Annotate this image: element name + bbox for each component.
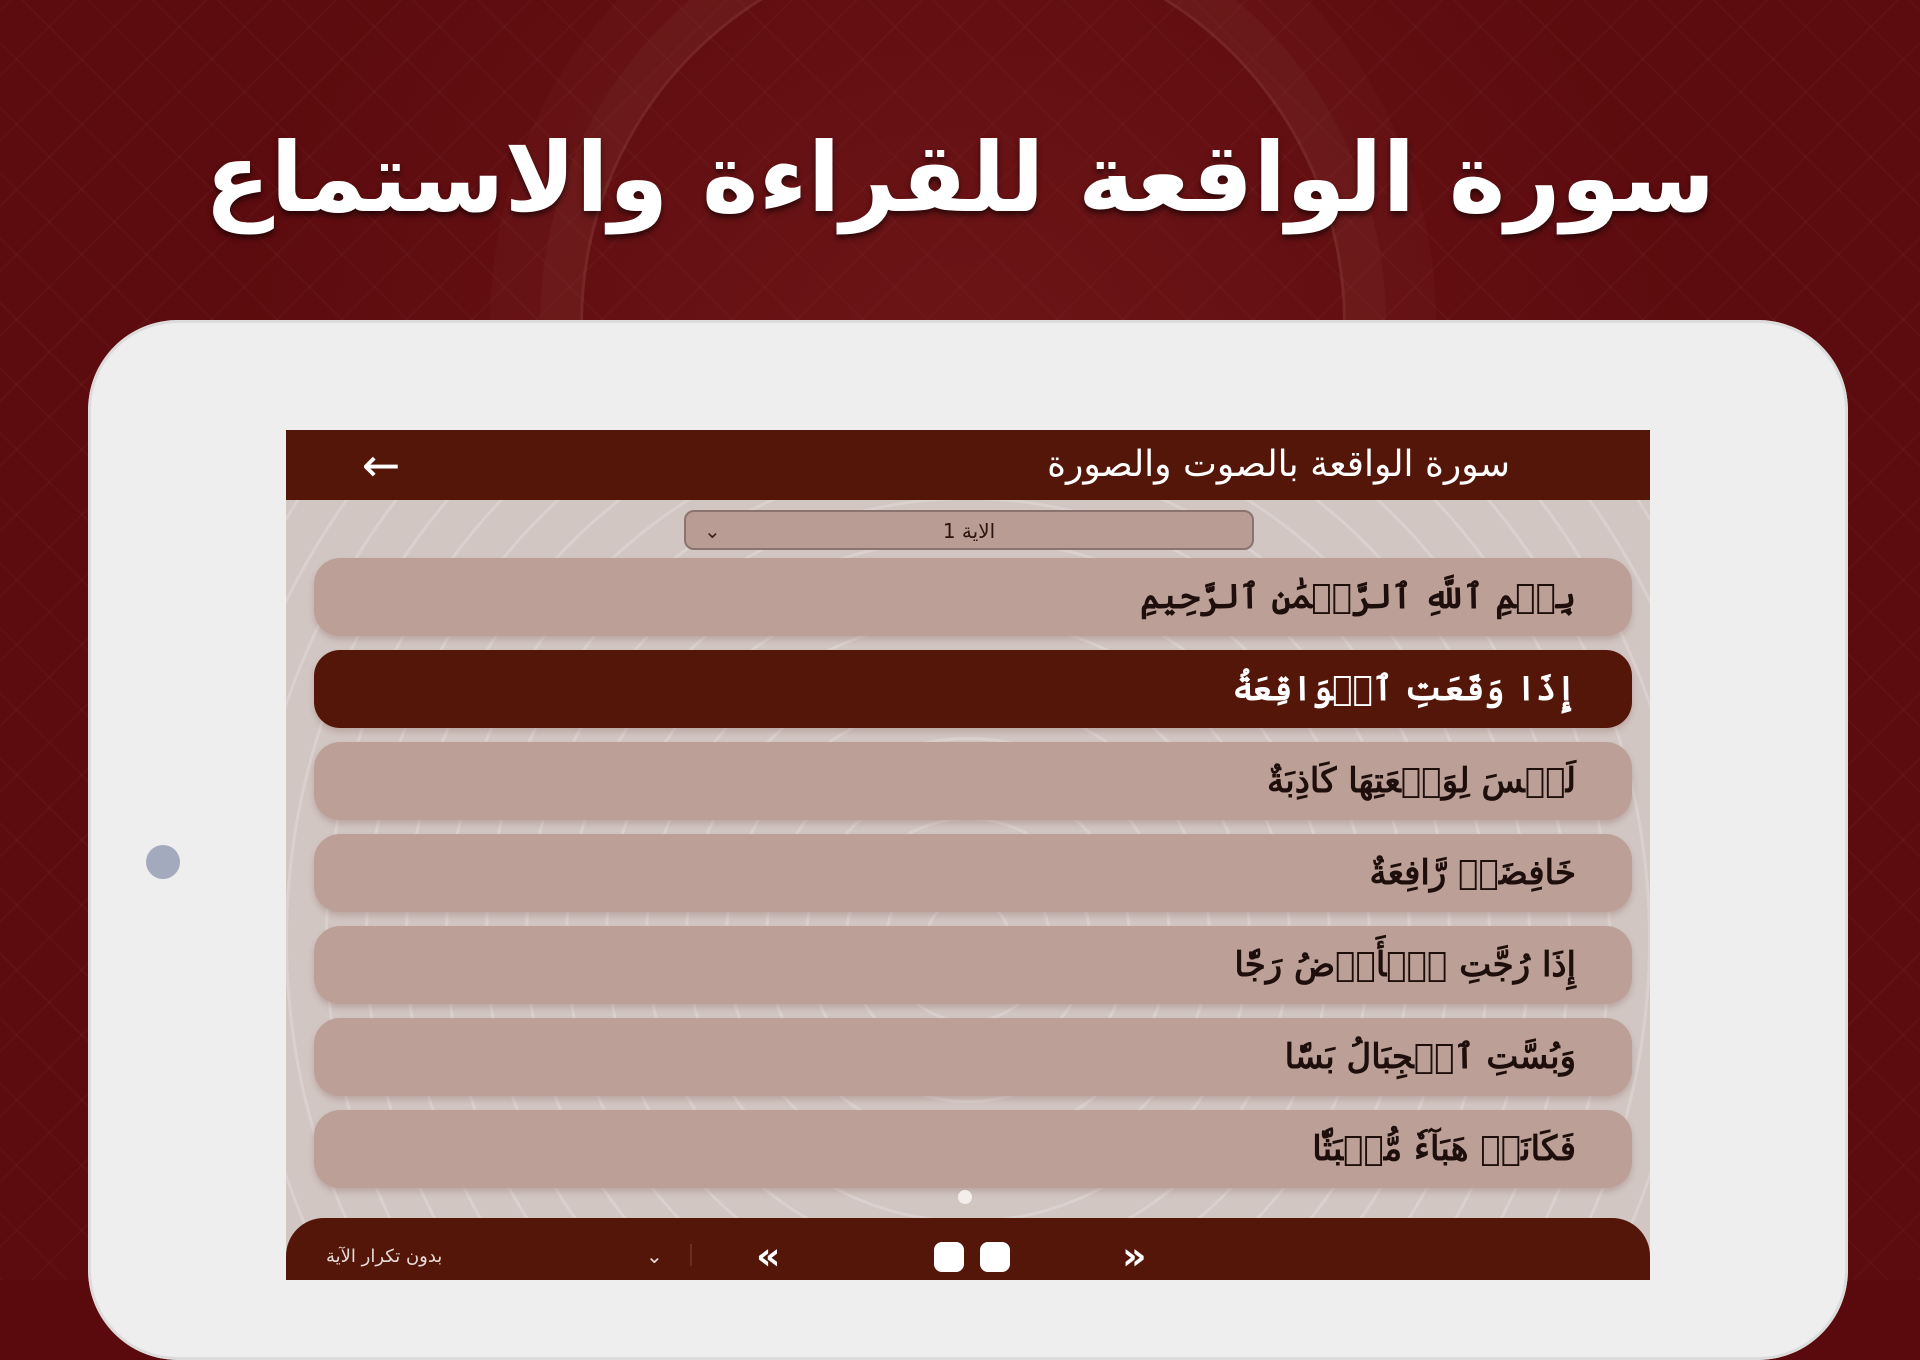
verse-item[interactable] <box>314 742 1632 820</box>
promo-headline: سورة الواقعة للقراءة والاستماع <box>204 122 1716 234</box>
verse-item[interactable] <box>314 834 1632 912</box>
rewind-icon: « <box>756 1234 773 1278</box>
camera-dot <box>146 845 180 879</box>
verse-text: بِسۡمِ ٱللَّهِ ٱلرَّحۡمَٰنِ ٱلرَّحِيمِ <box>1140 577 1576 617</box>
ayah-selector-value: الاية 1 <box>942 519 996 543</box>
verse-text: خَافِضَةٞ رَّافِعَةٌ <box>1369 853 1576 893</box>
arrow-left-icon: ← <box>361 438 401 492</box>
pause-icon <box>934 1242 964 1272</box>
verse-text: وَبُسَّتِ ٱلۡجِبَالُ بَسّٗا <box>1284 1037 1576 1077</box>
ayah-selector[interactable] <box>684 510 1254 550</box>
app-screen <box>286 430 1650 1280</box>
back-button[interactable] <box>346 438 416 492</box>
verse-item[interactable] <box>314 1018 1632 1096</box>
verse-text: فَكَانَتۡ هَبَآءٗ مُّنۢبَثّٗا <box>1312 1129 1576 1169</box>
verse-item[interactable] <box>314 558 1632 636</box>
fast-forward-icon: » <box>1122 1234 1139 1278</box>
verse-item[interactable] <box>314 926 1632 1004</box>
divider <box>690 1244 692 1266</box>
verse-item-active[interactable] <box>314 650 1632 728</box>
app-bar <box>286 430 1650 500</box>
repeat-mode-label[interactable]: بدون تكرار الآية <box>326 1246 443 1267</box>
verse-text: إِذَا رُجَّتِ ٱلۡأَرۡضُ رَجّٗا <box>1234 945 1576 985</box>
chevron-down-icon: ⌄ <box>704 519 721 543</box>
chevron-down-icon[interactable]: ⌄ <box>646 1244 663 1268</box>
verse-text: إِذَا وَقَعَتِ ٱلۡوَاقِعَةُ <box>1232 669 1576 709</box>
pause-icon <box>980 1242 1010 1272</box>
app-title: سورة الواقعة بالصوت والصورة <box>1047 444 1510 485</box>
verse-item[interactable] <box>314 1110 1632 1188</box>
next-ayah-button[interactable] <box>1122 1236 1139 1276</box>
previous-ayah-button[interactable] <box>756 1236 773 1276</box>
audio-player-bar <box>286 1218 1650 1280</box>
verse-text: لَيۡسَ لِوَقۡعَتِهَا كَاذِبَةٌ <box>1267 761 1576 801</box>
pause-button[interactable] <box>934 1242 1010 1272</box>
scroll-indicator <box>958 1190 972 1204</box>
